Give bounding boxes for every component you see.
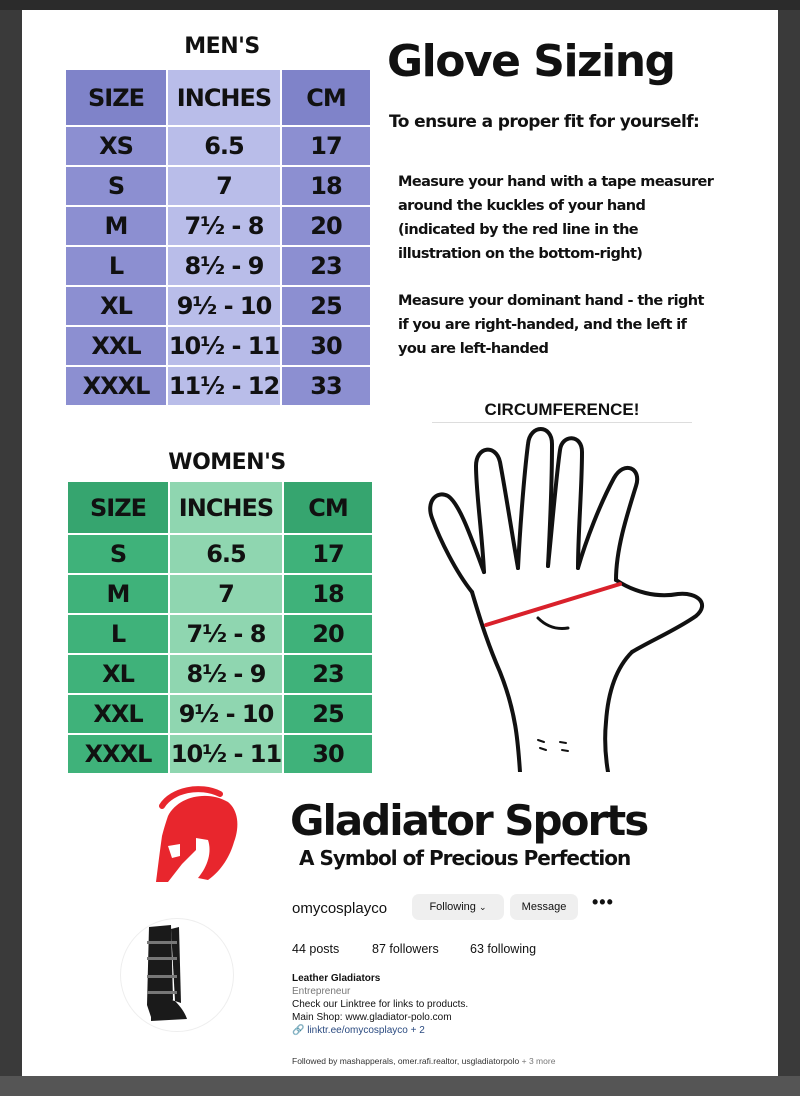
men-table-title: MEN'S: [184, 34, 260, 59]
women-size-cell: M: [68, 574, 169, 614]
following-button[interactable]: [412, 894, 504, 920]
top-frame-bar: [0, 0, 800, 10]
women-cm-cell: 30: [283, 734, 372, 774]
women-table-row: [68, 534, 372, 574]
women-cm-cell: 18: [283, 574, 372, 614]
men-table-row: [66, 166, 370, 206]
profile-category: Entrepreneur: [292, 986, 351, 997]
women-cm-cell: 20: [283, 614, 372, 654]
men-inches-cell: 11½ - 12: [167, 366, 281, 406]
circumference-label: CIRCUMFERENCE!: [432, 400, 692, 423]
followed-by[interactable]: [292, 1056, 555, 1066]
following-count[interactable]: 63 following: [470, 942, 537, 956]
sizing-chart-page: [22, 10, 778, 1076]
men-size-cell: M: [66, 206, 167, 246]
chevron-down-icon: ⌄: [478, 902, 487, 912]
women-size-cell: XL: [68, 654, 169, 694]
men-cm-cell: 18: [281, 166, 370, 206]
brand-name: Gladiator Sports: [290, 796, 648, 845]
men-size-cell: XXXL: [66, 366, 167, 406]
men-size-cell: XS: [66, 126, 167, 166]
men-table-row: [66, 366, 370, 406]
bio-line-shop: Main Shop: www.gladiator-polo.com: [292, 1012, 452, 1023]
women-inches-cell: 7½ - 8: [169, 614, 283, 654]
more-options-icon[interactable]: •••: [592, 892, 614, 912]
women-table-title: WOMEN'S: [168, 450, 286, 475]
women-table-row: [68, 654, 372, 694]
men-inches-cell: 10½ - 11: [167, 326, 281, 366]
men-cm-cell: 30: [281, 326, 370, 366]
men-inches-cell: 9½ - 10: [167, 286, 281, 326]
men-size-cell: XL: [66, 286, 167, 326]
women-header-inches: INCHES: [169, 482, 283, 534]
men-table-row: [66, 206, 370, 246]
women-cm-cell: 25: [283, 694, 372, 734]
women-cm-cell: 17: [283, 534, 372, 574]
profile-bio: [292, 972, 692, 1037]
followers-count[interactable]: 87 followers: [372, 942, 439, 956]
link-icon: 🔗: [292, 1025, 305, 1036]
avatar[interactable]: [120, 918, 234, 1032]
profile-link-text: linktr.ee/omycosplayco + 2: [307, 1025, 425, 1036]
followed-by-text: Followed by mashapperals, omer.rafi.realtor, usgladiatorpolo: [292, 1056, 520, 1066]
men-inches-cell: 6.5: [167, 126, 281, 166]
women-inches-cell: 7: [169, 574, 283, 614]
women-size-cell: S: [68, 534, 169, 574]
brand-tagline: A Symbol of Precious Perfection: [299, 846, 631, 870]
women-size-table: [68, 482, 372, 775]
following-button-label: Following: [429, 901, 476, 913]
profile-username[interactable]: omycosplayco: [292, 900, 388, 917]
men-size-table: [66, 70, 370, 407]
women-size-cell: XXXL: [68, 734, 169, 774]
women-header-cm: CM: [283, 482, 372, 534]
men-inches-cell: 8½ - 9: [167, 246, 281, 286]
women-table-row: [68, 734, 372, 774]
posts-count[interactable]: 44 posts: [292, 942, 340, 956]
page-title: Glove Sizing: [387, 36, 675, 87]
women-inches-cell: 9½ - 10: [169, 694, 283, 734]
guide-paragraph-measure: Measure your hand with a tape measurer around the kuckles of your hand (indicated by the red line in the illustration on the bottom-right): [398, 174, 714, 262]
followed-by-more: + 3 more: [521, 1056, 556, 1066]
women-inches-cell: 10½ - 11: [169, 734, 283, 774]
men-table-row: [66, 126, 370, 166]
boot-icon: [121, 919, 233, 1031]
profile-display-name: Leather Gladiators: [292, 973, 381, 984]
bio-line-linktree: Check our Linktree for links to products.: [292, 999, 469, 1010]
women-size-cell: L: [68, 614, 169, 654]
hand-illustration-icon: [420, 422, 710, 772]
men-header-size: SIZE: [66, 70, 167, 126]
men-table-header-row: [66, 70, 370, 126]
men-cm-cell: 25: [281, 286, 370, 326]
message-button[interactable]: Message: [510, 894, 578, 920]
bottom-frame-bar: [0, 1076, 800, 1096]
men-cm-cell: 23: [281, 246, 370, 286]
guide-subtitle: To ensure a proper fit for yourself:: [389, 112, 700, 132]
women-table-header-row: [68, 482, 372, 534]
women-header-size: SIZE: [68, 482, 169, 534]
men-size-cell: S: [66, 166, 167, 206]
men-header-cm: CM: [281, 70, 370, 126]
men-table-row: [66, 286, 370, 326]
women-inches-cell: 8½ - 9: [169, 654, 283, 694]
men-cm-cell: 20: [281, 206, 370, 246]
men-table-row: [66, 246, 370, 286]
men-table-row: [66, 326, 370, 366]
men-size-cell: XXL: [66, 326, 167, 366]
women-size-cell: XXL: [68, 694, 169, 734]
guide-paragraph-dominant: Measure your dominant hand - the right if you are right-handed, and the left if you are left-handed: [398, 293, 704, 357]
men-cm-cell: 33: [281, 366, 370, 406]
gladiator-helmet-icon: [138, 786, 242, 886]
knuckle-measure-line: [486, 584, 620, 625]
men-inches-cell: 7½ - 8: [167, 206, 281, 246]
men-inches-cell: 7: [167, 166, 281, 206]
women-table-row: [68, 614, 372, 654]
men-cm-cell: 17: [281, 126, 370, 166]
women-table-row: [68, 574, 372, 614]
women-inches-cell: 6.5: [169, 534, 283, 574]
men-size-cell: L: [66, 246, 167, 286]
profile-link[interactable]: [292, 1024, 692, 1037]
men-header-inches: INCHES: [167, 70, 281, 126]
women-cm-cell: 23: [283, 654, 372, 694]
women-table-row: [68, 694, 372, 734]
